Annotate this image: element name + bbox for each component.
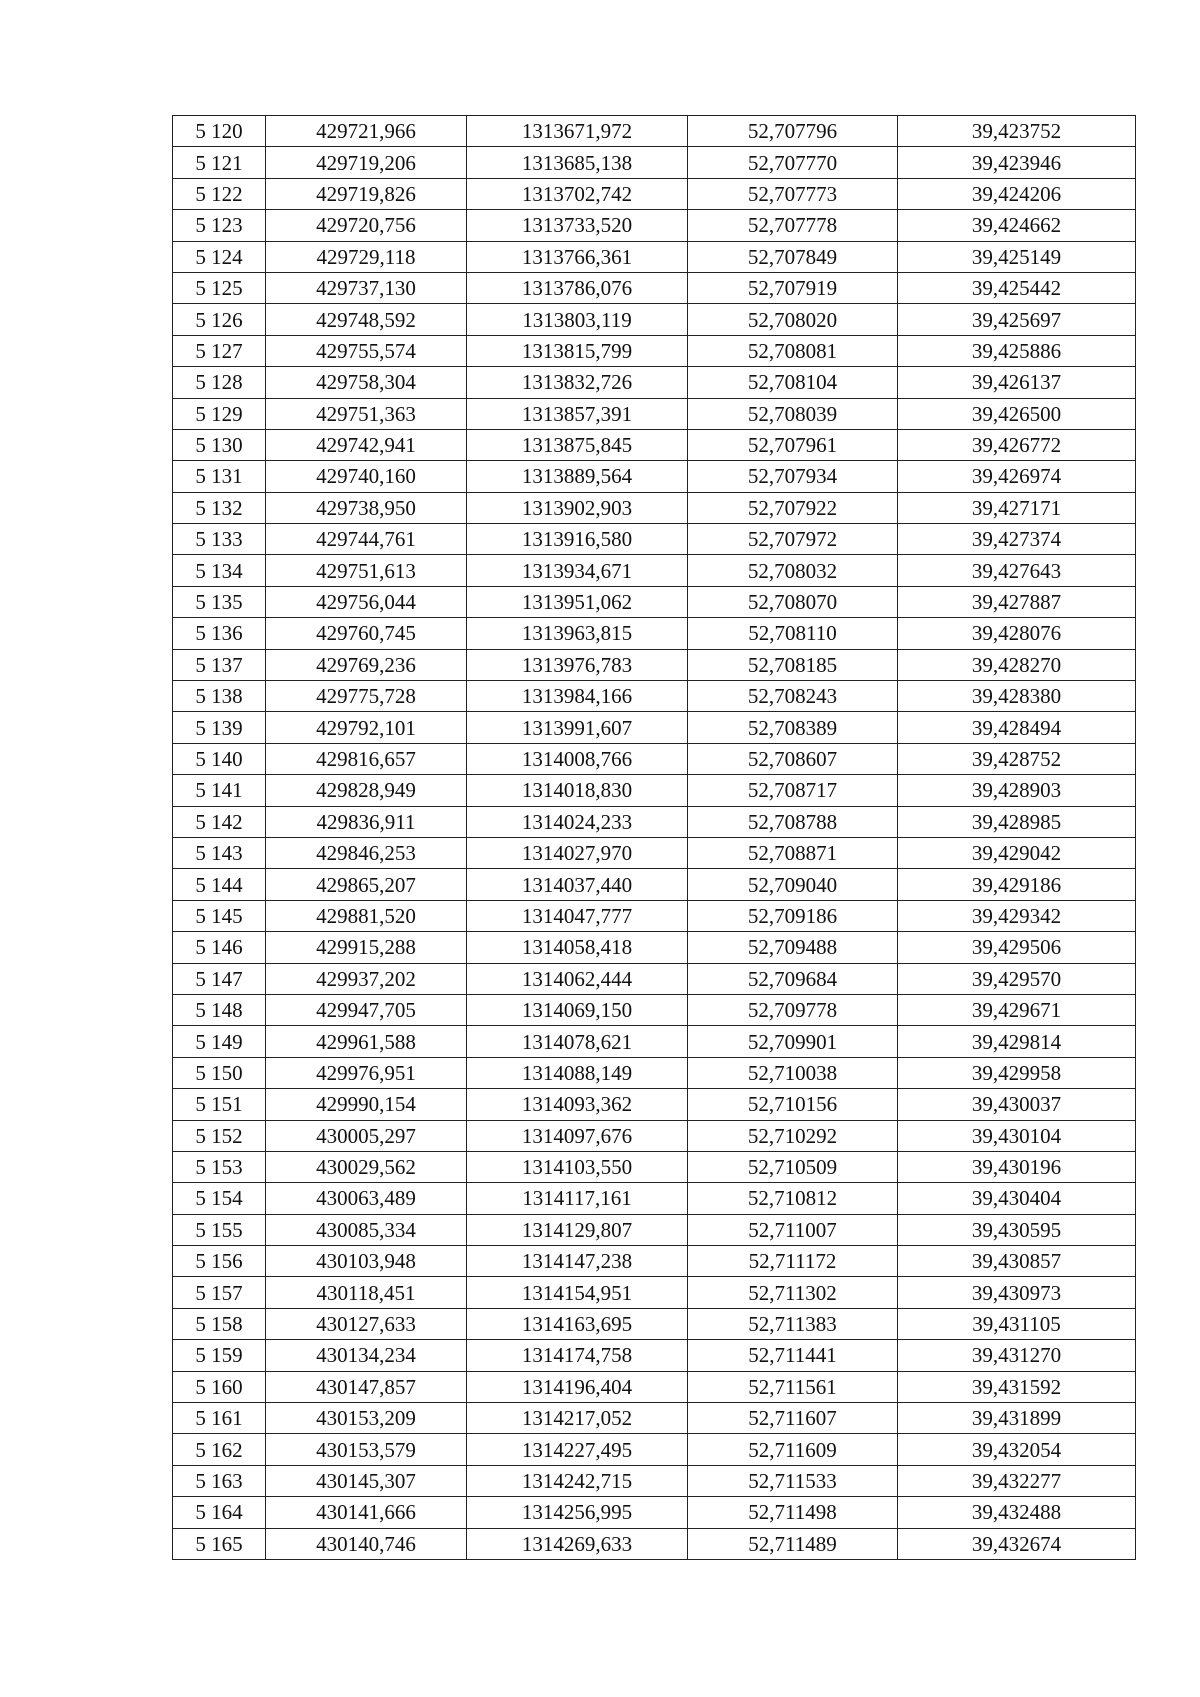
x-coordinate-cell: 429881,520 [266, 900, 467, 931]
longitude-cell: 39,429186 [898, 869, 1136, 900]
latitude-cell: 52,710292 [688, 1120, 898, 1151]
longitude-cell: 39,424662 [898, 210, 1136, 241]
point-number-cell: 5 140 [173, 743, 266, 774]
x-coordinate-cell: 429816,657 [266, 743, 467, 774]
point-number-cell: 5 133 [173, 524, 266, 555]
x-coordinate-cell: 430153,579 [266, 1434, 467, 1465]
latitude-cell: 52,708020 [688, 304, 898, 335]
table-row [173, 1151, 1136, 1182]
y-coordinate-cell: 1313815,799 [467, 335, 688, 366]
x-coordinate-cell: 429751,613 [266, 555, 467, 586]
point-number-cell: 5 142 [173, 806, 266, 837]
latitude-cell: 52,707919 [688, 272, 898, 303]
table-row [173, 806, 1136, 837]
longitude-cell: 39,425442 [898, 272, 1136, 303]
y-coordinate-cell: 1314088,149 [467, 1057, 688, 1088]
longitude-cell: 39,431592 [898, 1371, 1136, 1402]
table-row [173, 147, 1136, 178]
point-number-cell: 5 126 [173, 304, 266, 335]
point-number-cell: 5 155 [173, 1214, 266, 1245]
x-coordinate-cell: 430063,489 [266, 1183, 467, 1214]
longitude-cell: 39,432674 [898, 1528, 1136, 1559]
x-coordinate-cell: 429740,160 [266, 461, 467, 492]
table-row [173, 429, 1136, 460]
latitude-cell: 52,711489 [688, 1528, 898, 1559]
latitude-cell: 52,710156 [688, 1089, 898, 1120]
point-number-cell: 5 153 [173, 1151, 266, 1182]
latitude-cell: 52,709488 [688, 932, 898, 963]
y-coordinate-cell: 1313951,062 [467, 586, 688, 617]
x-coordinate-cell: 429719,826 [266, 178, 467, 209]
latitude-cell: 52,711302 [688, 1277, 898, 1308]
y-coordinate-cell: 1313857,391 [467, 398, 688, 429]
longitude-cell: 39,428752 [898, 743, 1136, 774]
point-number-cell: 5 129 [173, 398, 266, 429]
longitude-cell: 39,429814 [898, 1026, 1136, 1057]
latitude-cell: 52,708243 [688, 681, 898, 712]
longitude-cell: 39,432488 [898, 1497, 1136, 1528]
latitude-cell: 52,708871 [688, 837, 898, 868]
longitude-cell: 39,425886 [898, 335, 1136, 366]
table-row [173, 1434, 1136, 1465]
y-coordinate-cell: 1314062,444 [467, 963, 688, 994]
y-coordinate-cell: 1314078,621 [467, 1026, 688, 1057]
longitude-cell: 39,431270 [898, 1340, 1136, 1371]
point-number-cell: 5 123 [173, 210, 266, 241]
point-number-cell: 5 137 [173, 649, 266, 680]
table-row [173, 743, 1136, 774]
x-coordinate-cell: 429976,951 [266, 1057, 467, 1088]
x-coordinate-cell: 430140,746 [266, 1528, 467, 1559]
x-coordinate-cell: 429751,363 [266, 398, 467, 429]
y-coordinate-cell: 1314058,418 [467, 932, 688, 963]
latitude-cell: 52,707796 [688, 116, 898, 147]
x-coordinate-cell: 429769,236 [266, 649, 467, 680]
table-row [173, 1340, 1136, 1371]
table-row [173, 398, 1136, 429]
table-row [173, 1214, 1136, 1245]
longitude-cell: 39,430404 [898, 1183, 1136, 1214]
y-coordinate-cell: 1314163,695 [467, 1308, 688, 1339]
point-number-cell: 5 132 [173, 492, 266, 523]
latitude-cell: 52,711609 [688, 1434, 898, 1465]
y-coordinate-cell: 1314027,970 [467, 837, 688, 868]
table-row [173, 1246, 1136, 1277]
point-number-cell: 5 161 [173, 1403, 266, 1434]
y-coordinate-cell: 1314269,633 [467, 1528, 688, 1559]
x-coordinate-cell: 430103,948 [266, 1246, 467, 1277]
longitude-cell: 39,426974 [898, 461, 1136, 492]
table-row [173, 555, 1136, 586]
x-coordinate-cell: 430134,234 [266, 1340, 467, 1371]
y-coordinate-cell: 1314196,404 [467, 1371, 688, 1402]
point-number-cell: 5 159 [173, 1340, 266, 1371]
longitude-cell: 39,431899 [898, 1403, 1136, 1434]
y-coordinate-cell: 1313766,361 [467, 241, 688, 272]
table-row [173, 932, 1136, 963]
longitude-cell: 39,428903 [898, 775, 1136, 806]
table-row [173, 367, 1136, 398]
x-coordinate-cell: 429937,202 [266, 963, 467, 994]
table-row [173, 1371, 1136, 1402]
latitude-cell: 52,708607 [688, 743, 898, 774]
longitude-cell: 39,429042 [898, 837, 1136, 868]
y-coordinate-cell: 1314069,150 [467, 994, 688, 1025]
table-row [173, 241, 1136, 272]
table-row [173, 1026, 1136, 1057]
latitude-cell: 52,711561 [688, 1371, 898, 1402]
y-coordinate-cell: 1313963,815 [467, 618, 688, 649]
latitude-cell: 52,709186 [688, 900, 898, 931]
point-number-cell: 5 163 [173, 1465, 266, 1496]
latitude-cell: 52,707972 [688, 524, 898, 555]
y-coordinate-cell: 1313991,607 [467, 712, 688, 743]
latitude-cell: 52,708185 [688, 649, 898, 680]
point-number-cell: 5 144 [173, 869, 266, 900]
x-coordinate-cell: 429729,118 [266, 241, 467, 272]
y-coordinate-cell: 1314147,238 [467, 1246, 688, 1277]
y-coordinate-cell: 1314097,676 [467, 1120, 688, 1151]
latitude-cell: 52,707770 [688, 147, 898, 178]
latitude-cell: 52,710812 [688, 1183, 898, 1214]
latitude-cell: 52,708081 [688, 335, 898, 366]
table-row [173, 304, 1136, 335]
y-coordinate-cell: 1313733,520 [467, 210, 688, 241]
point-number-cell: 5 158 [173, 1308, 266, 1339]
x-coordinate-cell: 430005,297 [266, 1120, 467, 1151]
point-number-cell: 5 145 [173, 900, 266, 931]
point-number-cell: 5 122 [173, 178, 266, 209]
point-number-cell: 5 131 [173, 461, 266, 492]
y-coordinate-cell: 1314256,995 [467, 1497, 688, 1528]
point-number-cell: 5 147 [173, 963, 266, 994]
point-number-cell: 5 128 [173, 367, 266, 398]
point-number-cell: 5 136 [173, 618, 266, 649]
table-row [173, 1089, 1136, 1120]
latitude-cell: 52,707922 [688, 492, 898, 523]
y-coordinate-cell: 1314217,052 [467, 1403, 688, 1434]
y-coordinate-cell: 1313976,783 [467, 649, 688, 680]
point-number-cell: 5 162 [173, 1434, 266, 1465]
table-row [173, 1120, 1136, 1151]
table-row [173, 524, 1136, 555]
y-coordinate-cell: 1313934,671 [467, 555, 688, 586]
longitude-cell: 39,425697 [898, 304, 1136, 335]
latitude-cell: 52,710509 [688, 1151, 898, 1182]
point-number-cell: 5 121 [173, 147, 266, 178]
longitude-cell: 39,429506 [898, 932, 1136, 963]
x-coordinate-cell: 430029,562 [266, 1151, 467, 1182]
point-number-cell: 5 148 [173, 994, 266, 1025]
latitude-cell: 52,709684 [688, 963, 898, 994]
point-number-cell: 5 165 [173, 1528, 266, 1559]
point-number-cell: 5 138 [173, 681, 266, 712]
table-row [173, 1403, 1136, 1434]
y-coordinate-cell: 1313832,726 [467, 367, 688, 398]
point-number-cell: 5 141 [173, 775, 266, 806]
x-coordinate-cell: 429744,761 [266, 524, 467, 555]
latitude-cell: 52,708389 [688, 712, 898, 743]
point-number-cell: 5 149 [173, 1026, 266, 1057]
longitude-cell: 39,427171 [898, 492, 1136, 523]
point-number-cell: 5 125 [173, 272, 266, 303]
longitude-cell: 39,423946 [898, 147, 1136, 178]
latitude-cell: 52,707849 [688, 241, 898, 272]
longitude-cell: 39,430104 [898, 1120, 1136, 1151]
longitude-cell: 39,429570 [898, 963, 1136, 994]
y-coordinate-cell: 1313902,903 [467, 492, 688, 523]
longitude-cell: 39,427887 [898, 586, 1136, 617]
table-row [173, 900, 1136, 931]
y-coordinate-cell: 1313984,166 [467, 681, 688, 712]
point-number-cell: 5 127 [173, 335, 266, 366]
longitude-cell: 39,426500 [898, 398, 1136, 429]
point-number-cell: 5 143 [173, 837, 266, 868]
latitude-cell: 52,707934 [688, 461, 898, 492]
x-coordinate-cell: 429865,207 [266, 869, 467, 900]
y-coordinate-cell: 1314174,758 [467, 1340, 688, 1371]
longitude-cell: 39,427643 [898, 555, 1136, 586]
longitude-cell: 39,427374 [898, 524, 1136, 555]
x-coordinate-cell: 429720,756 [266, 210, 467, 241]
y-coordinate-cell: 1314018,830 [467, 775, 688, 806]
y-coordinate-cell: 1314129,807 [467, 1214, 688, 1245]
latitude-cell: 52,709901 [688, 1026, 898, 1057]
latitude-cell: 52,711007 [688, 1214, 898, 1245]
latitude-cell: 52,711498 [688, 1497, 898, 1528]
longitude-cell: 39,431105 [898, 1308, 1136, 1339]
y-coordinate-cell: 1314103,550 [467, 1151, 688, 1182]
table-row [173, 775, 1136, 806]
table-row [173, 1528, 1136, 1559]
point-number-cell: 5 154 [173, 1183, 266, 1214]
x-coordinate-cell: 430145,307 [266, 1465, 467, 1496]
table-row [173, 1277, 1136, 1308]
point-number-cell: 5 151 [173, 1089, 266, 1120]
table-row [173, 963, 1136, 994]
table-row [173, 1465, 1136, 1496]
y-coordinate-cell: 1314154,951 [467, 1277, 688, 1308]
latitude-cell: 52,711172 [688, 1246, 898, 1277]
latitude-cell: 52,711533 [688, 1465, 898, 1496]
point-number-cell: 5 152 [173, 1120, 266, 1151]
y-coordinate-cell: 1314047,777 [467, 900, 688, 931]
x-coordinate-cell: 429760,745 [266, 618, 467, 649]
point-number-cell: 5 146 [173, 932, 266, 963]
longitude-cell: 39,428270 [898, 649, 1136, 680]
longitude-cell: 39,428985 [898, 806, 1136, 837]
latitude-cell: 52,708104 [688, 367, 898, 398]
y-coordinate-cell: 1314093,362 [467, 1089, 688, 1120]
table-row [173, 618, 1136, 649]
longitude-cell: 39,425149 [898, 241, 1136, 272]
x-coordinate-cell: 429836,911 [266, 806, 467, 837]
y-coordinate-cell: 1313685,138 [467, 147, 688, 178]
latitude-cell: 52,708070 [688, 586, 898, 617]
y-coordinate-cell: 1313889,564 [467, 461, 688, 492]
point-number-cell: 5 120 [173, 116, 266, 147]
latitude-cell: 52,708717 [688, 775, 898, 806]
point-number-cell: 5 157 [173, 1277, 266, 1308]
x-coordinate-cell: 429915,288 [266, 932, 467, 963]
table-row [173, 461, 1136, 492]
latitude-cell: 52,707773 [688, 178, 898, 209]
longitude-cell: 39,430973 [898, 1277, 1136, 1308]
point-number-cell: 5 160 [173, 1371, 266, 1402]
y-coordinate-cell: 1313803,119 [467, 304, 688, 335]
x-coordinate-cell: 429756,044 [266, 586, 467, 617]
y-coordinate-cell: 1313916,580 [467, 524, 688, 555]
x-coordinate-cell: 429961,588 [266, 1026, 467, 1057]
x-coordinate-cell: 429828,949 [266, 775, 467, 806]
table-row [173, 178, 1136, 209]
coordinates-table [172, 115, 1136, 1560]
x-coordinate-cell: 429990,154 [266, 1089, 467, 1120]
table-row [173, 869, 1136, 900]
latitude-cell: 52,708039 [688, 398, 898, 429]
table-row [173, 210, 1136, 241]
x-coordinate-cell: 429846,253 [266, 837, 467, 868]
point-number-cell: 5 124 [173, 241, 266, 272]
table-row [173, 994, 1136, 1025]
latitude-cell: 52,709778 [688, 994, 898, 1025]
table-row [173, 681, 1136, 712]
y-coordinate-cell: 1314242,715 [467, 1465, 688, 1496]
latitude-cell: 52,711383 [688, 1308, 898, 1339]
x-coordinate-cell: 429775,728 [266, 681, 467, 712]
latitude-cell: 52,708788 [688, 806, 898, 837]
longitude-cell: 39,428494 [898, 712, 1136, 743]
longitude-cell: 39,430196 [898, 1151, 1136, 1182]
y-coordinate-cell: 1313702,742 [467, 178, 688, 209]
x-coordinate-cell: 429758,304 [266, 367, 467, 398]
table-row [173, 1183, 1136, 1214]
x-coordinate-cell: 430127,633 [266, 1308, 467, 1339]
y-coordinate-cell: 1314008,766 [467, 743, 688, 774]
x-coordinate-cell: 429742,941 [266, 429, 467, 460]
table-row [173, 649, 1136, 680]
longitude-cell: 39,430595 [898, 1214, 1136, 1245]
x-coordinate-cell: 429755,574 [266, 335, 467, 366]
table-row [173, 1057, 1136, 1088]
x-coordinate-cell: 429721,966 [266, 116, 467, 147]
latitude-cell: 52,708032 [688, 555, 898, 586]
table-row [173, 272, 1136, 303]
latitude-cell: 52,707778 [688, 210, 898, 241]
x-coordinate-cell: 429748,592 [266, 304, 467, 335]
y-coordinate-cell: 1314024,233 [467, 806, 688, 837]
y-coordinate-cell: 1314037,440 [467, 869, 688, 900]
latitude-cell: 52,710038 [688, 1057, 898, 1088]
table-row [173, 712, 1136, 743]
table-row [173, 335, 1136, 366]
y-coordinate-cell: 1313875,845 [467, 429, 688, 460]
longitude-cell: 39,428380 [898, 681, 1136, 712]
longitude-cell: 39,429671 [898, 994, 1136, 1025]
point-number-cell: 5 164 [173, 1497, 266, 1528]
x-coordinate-cell: 430141,666 [266, 1497, 467, 1528]
table-row [173, 492, 1136, 523]
latitude-cell: 52,711607 [688, 1403, 898, 1434]
point-number-cell: 5 150 [173, 1057, 266, 1088]
longitude-cell: 39,429958 [898, 1057, 1136, 1088]
x-coordinate-cell: 430153,209 [266, 1403, 467, 1434]
y-coordinate-cell: 1314227,495 [467, 1434, 688, 1465]
latitude-cell: 52,709040 [688, 869, 898, 900]
x-coordinate-cell: 429737,130 [266, 272, 467, 303]
longitude-cell: 39,426772 [898, 429, 1136, 460]
x-coordinate-cell: 429947,705 [266, 994, 467, 1025]
table-row [173, 116, 1136, 147]
point-number-cell: 5 130 [173, 429, 266, 460]
y-coordinate-cell: 1313786,076 [467, 272, 688, 303]
point-number-cell: 5 134 [173, 555, 266, 586]
latitude-cell: 52,707961 [688, 429, 898, 460]
table-row [173, 1497, 1136, 1528]
latitude-cell: 52,708110 [688, 618, 898, 649]
x-coordinate-cell: 430118,451 [266, 1277, 467, 1308]
point-number-cell: 5 139 [173, 712, 266, 743]
table-row [173, 837, 1136, 868]
longitude-cell: 39,428076 [898, 618, 1136, 649]
longitude-cell: 39,426137 [898, 367, 1136, 398]
y-coordinate-cell: 1313671,972 [467, 116, 688, 147]
longitude-cell: 39,430857 [898, 1246, 1136, 1277]
x-coordinate-cell: 429719,206 [266, 147, 467, 178]
coordinates-table-body [173, 116, 1136, 1560]
longitude-cell: 39,429342 [898, 900, 1136, 931]
longitude-cell: 39,430037 [898, 1089, 1136, 1120]
longitude-cell: 39,423752 [898, 116, 1136, 147]
longitude-cell: 39,424206 [898, 178, 1136, 209]
x-coordinate-cell: 430085,334 [266, 1214, 467, 1245]
longitude-cell: 39,432054 [898, 1434, 1136, 1465]
latitude-cell: 52,711441 [688, 1340, 898, 1371]
y-coordinate-cell: 1314117,161 [467, 1183, 688, 1214]
table-row [173, 1308, 1136, 1339]
longitude-cell: 39,432277 [898, 1465, 1136, 1496]
point-number-cell: 5 135 [173, 586, 266, 617]
x-coordinate-cell: 429738,950 [266, 492, 467, 523]
x-coordinate-cell: 429792,101 [266, 712, 467, 743]
point-number-cell: 5 156 [173, 1246, 266, 1277]
table-row [173, 586, 1136, 617]
x-coordinate-cell: 430147,857 [266, 1371, 467, 1402]
